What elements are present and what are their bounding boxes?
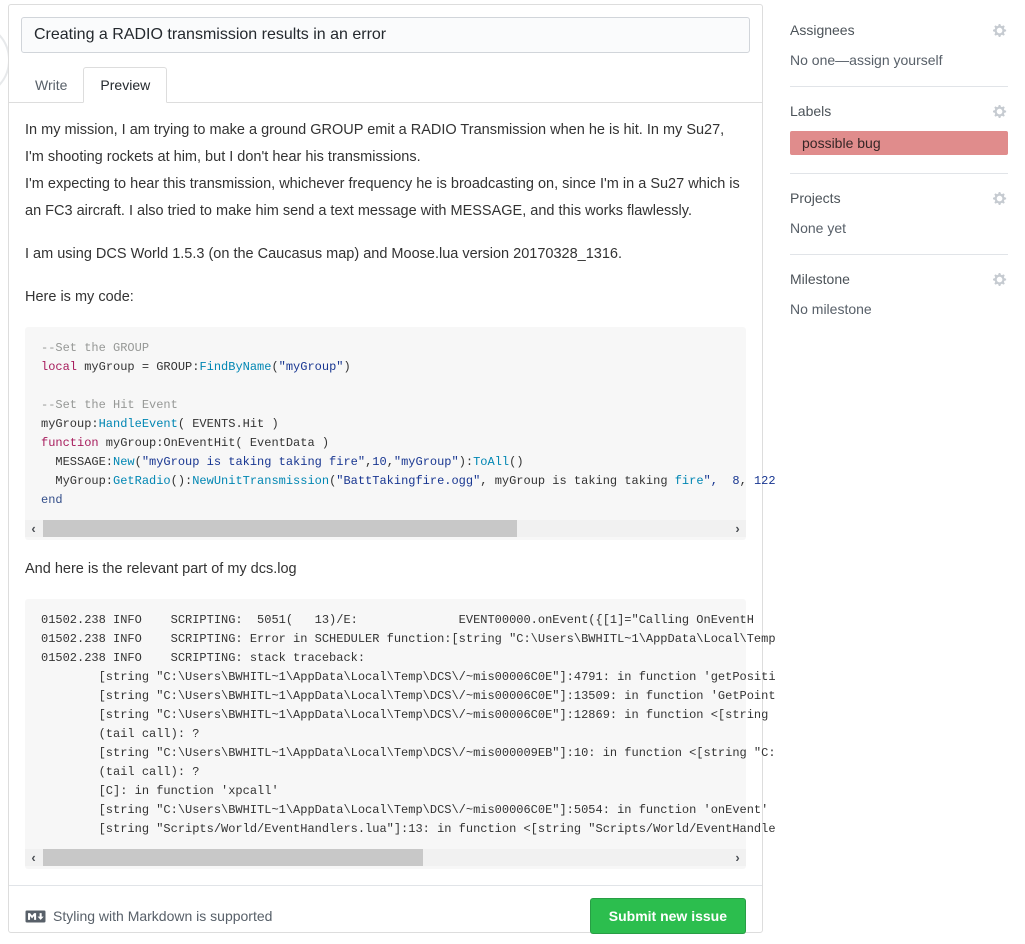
- scroll-left-icon[interactable]: ‹: [31, 521, 36, 536]
- new-issue-form: [8, 4, 776, 933]
- projects-value: None yet: [790, 220, 847, 236]
- issue-title-input[interactable]: [21, 17, 750, 53]
- projects-section: [790, 190, 1008, 255]
- issue-body-paragraph-3: Here is my code:: [25, 289, 134, 305]
- scrollbar-thumb[interactable]: [43, 520, 517, 537]
- scrollbar-thumb[interactable]: [43, 849, 423, 866]
- assignees-value: No one—assign yourself: [790, 52, 943, 68]
- issue-sidebar: [790, 22, 1008, 351]
- gear-icon[interactable]: [993, 23, 1008, 38]
- lua-code-block: [25, 327, 776, 540]
- projects-header[interactable]: Projects: [790, 190, 1008, 206]
- log-code-block: [25, 599, 776, 869]
- scroll-right-icon[interactable]: ›: [735, 850, 740, 865]
- log-code: 01502.238 INFO SCRIPTING: 5051( 13)/E: EVENT00000.onEvent({[1]="Calling OnEventH 01502.238 INFO SCRIPTING: Error in SCHEDULER function:[string "C:\Users\BWHITL~1\AppData\Local\Temp 01502.238 INFO SCRIPTING: stack traceback: [string "C:\Users\BWHITL~1\AppData\Local\Temp\DCS\/~mis00006C0E"]:4791: in function 'getPositi [string "C:\Users\BWHITL~1\AppData\Local\Temp\DCS\/~mis00006C0E"]:13509: in function 'GetPoint [string "C:\Users\BWHITL~1\AppData\Local\Temp\DCS\/~mis00006C0E"]:12869: in function <[string (tail call): ? [string "C:\Users\BWHITL~1\AppData\Local\Temp\DCS\/~mis000009EB"]:10: in function <[string "C: (tail call): ? [C]: in function 'xpcall' [string "C:\Users\BWHITL~1\AppData\Local\Temp\DCS\/~mis00006C0E"]:5054: in function 'onEvent' [string "Scripts/World/EventHandlers.lua"]:13: in function <[string "Scripts/World/EventHandle: [41, 613, 776, 836]
- labels-header[interactable]: Labels: [790, 103, 1008, 119]
- gear-icon[interactable]: [993, 272, 1008, 287]
- markdown-supported-link[interactable]: Styling with Markdown is supported: [25, 908, 272, 924]
- assign-yourself-link[interactable]: assign yourself: [849, 52, 943, 68]
- issue-body-paragraph-4: And here is the relevant part of my dcs.log: [25, 561, 297, 577]
- assignees-section: [790, 22, 1008, 87]
- log-scrollbar[interactable]: [25, 849, 746, 866]
- lua-code: --Set the GROUP local myGroup = GROUP:FindByName("myGroup") --Set the Hit Event myGroup:HandleEvent( EVENTS.Hit ) function myGroup:OnEventHit( EventData ) MESSAGE:New("myGroup is taking taking fire",10,"myGroup"):ToAll() MyGroup:GetRadio():NewUnitTransmission("BattTakingfire.ogg", myGroup is taking taking fire", 8, 122 end: [41, 341, 776, 507]
- form-footer: [9, 886, 762, 934]
- tab-write[interactable]: Write: [35, 77, 68, 93]
- milestone-section: [790, 271, 1008, 335]
- submit-new-issue-button[interactable]: Submit new issue: [590, 898, 746, 934]
- milestone-header[interactable]: Milestone: [790, 271, 1008, 287]
- tab-preview[interactable]: Preview: [83, 67, 167, 103]
- gear-icon[interactable]: [993, 104, 1008, 119]
- markdown-icon: [25, 910, 46, 923]
- scroll-left-icon[interactable]: ‹: [31, 850, 36, 865]
- preview-content: [9, 117, 776, 869]
- scroll-right-icon[interactable]: ›: [735, 521, 740, 536]
- issue-body-paragraph-2: I am using DCS World 1.5.3 (on the Caucasus map) and Moose.lua version 20170328_1316.: [25, 246, 622, 262]
- write-preview-tabnav: [9, 67, 762, 103]
- issue-body-paragraph-1: In my mission, I am trying to make a ground GROUP emit a RADIO Transmission when he is hit. In my Su27, I'm shooting rockets at him, but I don't hear his transmissions. I'm expecting to hear this transmission, whichever frequency he is broadcasting on, since I'm in a Su27 which is an FC3 aircraft. I also tried to make him send a text message with MESSAGE, and this works flawlessly.: [25, 122, 740, 219]
- milestone-value: No milestone: [790, 301, 872, 317]
- code-scrollbar[interactable]: [25, 520, 746, 537]
- label-possible-bug[interactable]: possible bug: [790, 131, 1008, 155]
- assignees-header[interactable]: Assignees: [790, 22, 1008, 38]
- gear-icon[interactable]: [993, 191, 1008, 206]
- labels-section: [790, 103, 1008, 174]
